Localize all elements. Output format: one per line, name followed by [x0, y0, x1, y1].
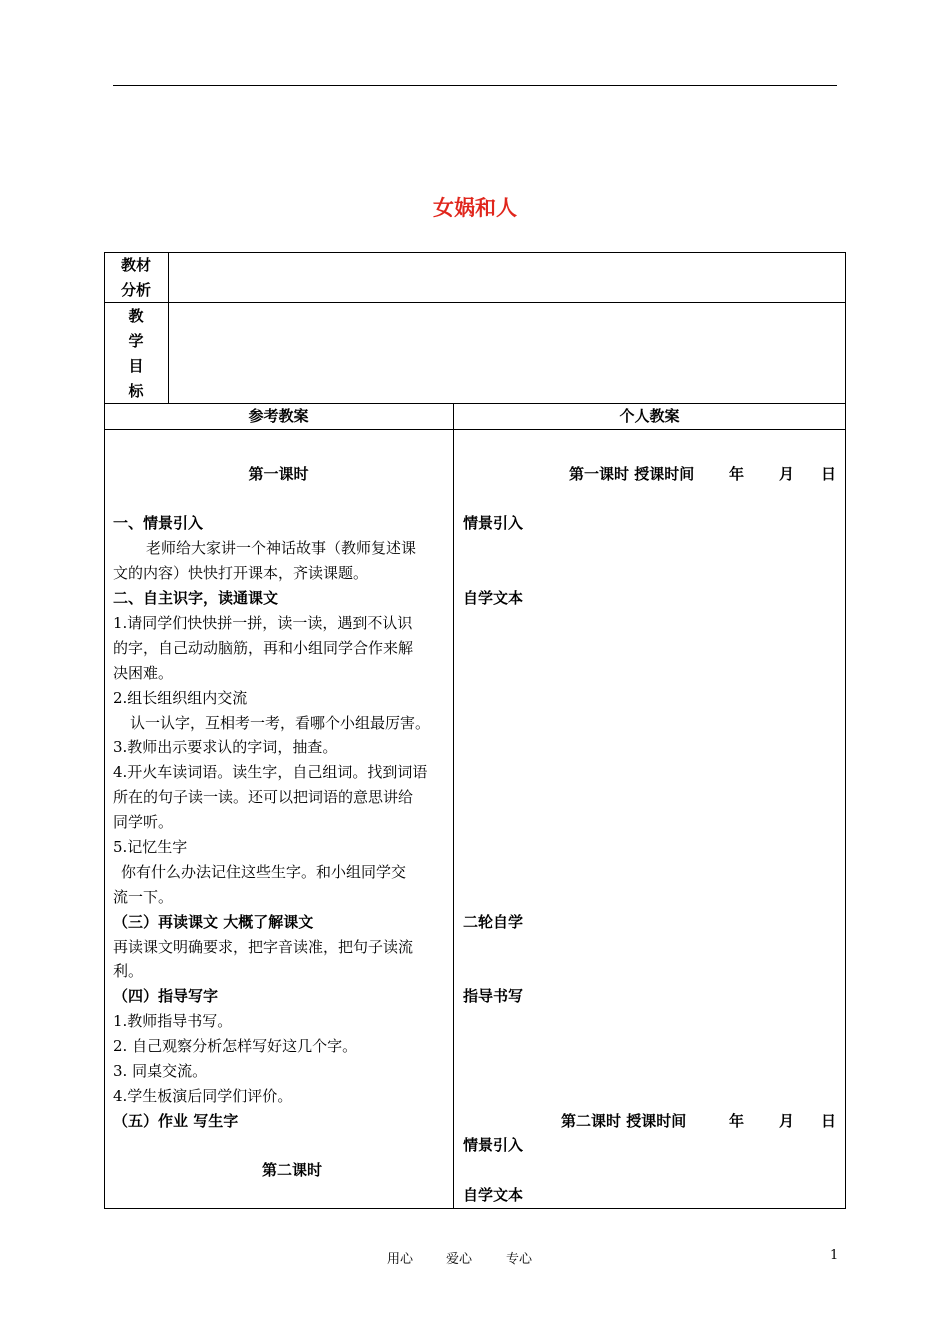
- row-divider-header: [104, 429, 846, 430]
- personal-lesson-2-header: 第二课时 授课时间: [561, 1112, 687, 1130]
- lesson-2-heading: 第二课时: [262, 1161, 323, 1179]
- row-label-textbook-analysis: [104, 253, 168, 303]
- section-4-step-3: 3. 同桌交流。: [113, 1062, 208, 1080]
- column-header-personal-plan: 个人教案: [619, 407, 680, 425]
- section-4-step-4: 4.学生板演后同学们评价。: [113, 1087, 293, 1105]
- lesson-1-year: 年: [729, 465, 745, 483]
- row-label-goals-char-4: 标: [128, 382, 144, 400]
- step-4-line-3: 同学听。: [113, 813, 174, 831]
- footer-motto-2: 爱心: [446, 1252, 473, 1267]
- step-2-line-1: 2.组长组织组内交流: [113, 689, 248, 707]
- personal-guide-writing: 指导书写: [463, 987, 524, 1005]
- step-2-line-2: 认一认字，互相考一考，看哪个小组最厉害。: [130, 714, 431, 732]
- personal-lesson-1-header: 第一课时 授课时间: [569, 465, 695, 483]
- section-3-title: （三）再读课文 大概了解课文: [113, 913, 314, 931]
- lesson-2-month: 月: [779, 1112, 795, 1130]
- section-4-step-2: 2. 自己观察分析怎样写好这几个字。: [113, 1037, 358, 1055]
- row-divider-analysis: [104, 302, 846, 303]
- row-label-analysis-line-1: 教材: [120, 256, 151, 274]
- lesson-1-heading: 第一课时: [248, 465, 309, 483]
- step-4-line-2: 所在的句子读一读。还可以把词语的意思讲给: [113, 788, 414, 806]
- page-number: 1: [830, 1248, 839, 1263]
- personal-self-study: 自学文本: [463, 589, 524, 607]
- section-2-title: 二、自主识字，读通课文: [113, 589, 279, 607]
- personal-self-study-2: 自学文本: [463, 1186, 524, 1204]
- step-5-line-1: 5.记忆生字: [113, 838, 188, 856]
- row-divider-goals: [104, 403, 846, 404]
- row-label-analysis-line-2: 分析: [120, 281, 151, 299]
- personal-intro: 情景引入: [463, 514, 524, 532]
- section-1-title: 一、情景引入: [113, 514, 204, 532]
- document-title: 女娲和人: [433, 196, 517, 220]
- step-1-line-2: 的字，自己动动脑筋，再和小组同学合作来解: [113, 639, 414, 657]
- section-5-title: （五）作业 写生字: [113, 1112, 239, 1130]
- section-4-step-1: 1.教师指导书写。: [113, 1012, 233, 1030]
- step-3: 3.教师出示要求认的字词，抽查。: [113, 738, 338, 756]
- row-label-goals-char-2: 学: [128, 332, 144, 350]
- lesson-1-month: 月: [779, 465, 795, 483]
- step-4-line-1: 4.开火车读词语。读生字，自己组词。找到词语: [113, 763, 428, 781]
- step-1-line-1: 1.请同学们快快拼一拼，读一读，遇到不认识: [113, 614, 413, 632]
- lesson-2-day: 日: [821, 1112, 837, 1130]
- header-rule: [113, 85, 837, 86]
- lesson-2-year: 年: [729, 1112, 745, 1130]
- personal-second-round: 二轮自学: [463, 913, 524, 931]
- step-5-line-2: 你有什么办法记住这些生字。和小组同学交: [121, 863, 407, 881]
- row-label-teaching-goals: [104, 304, 168, 404]
- step-1-line-3: 决困难。: [113, 664, 174, 682]
- footer-motto-3: 专心: [506, 1252, 533, 1267]
- plan-column-divider: [453, 403, 454, 1209]
- section-3-line-1: 再读课文明确要求，把字音读准，把句子读流: [113, 938, 414, 956]
- row-label-goals-char-1: 教: [128, 307, 144, 325]
- section-3-line-2: 利。: [113, 962, 144, 980]
- footer-motto-1: 用心: [387, 1252, 414, 1267]
- lesson-1-day: 日: [821, 465, 837, 483]
- label-column-divider: [168, 252, 169, 403]
- personal-intro-2: 情景引入: [463, 1136, 524, 1154]
- column-header-reference-plan: 参考教案: [248, 407, 309, 425]
- row-label-goals-char-3: 目: [128, 357, 144, 375]
- section-4-title: （四）指导写字: [113, 987, 219, 1005]
- section-1-line-2: 文的内容）快快打开课本，齐读课题。: [113, 564, 369, 582]
- step-5-line-3: 流一下。: [113, 888, 174, 906]
- section-1-line-1: 老师给大家讲一个神话故事（教师复述课: [146, 539, 417, 557]
